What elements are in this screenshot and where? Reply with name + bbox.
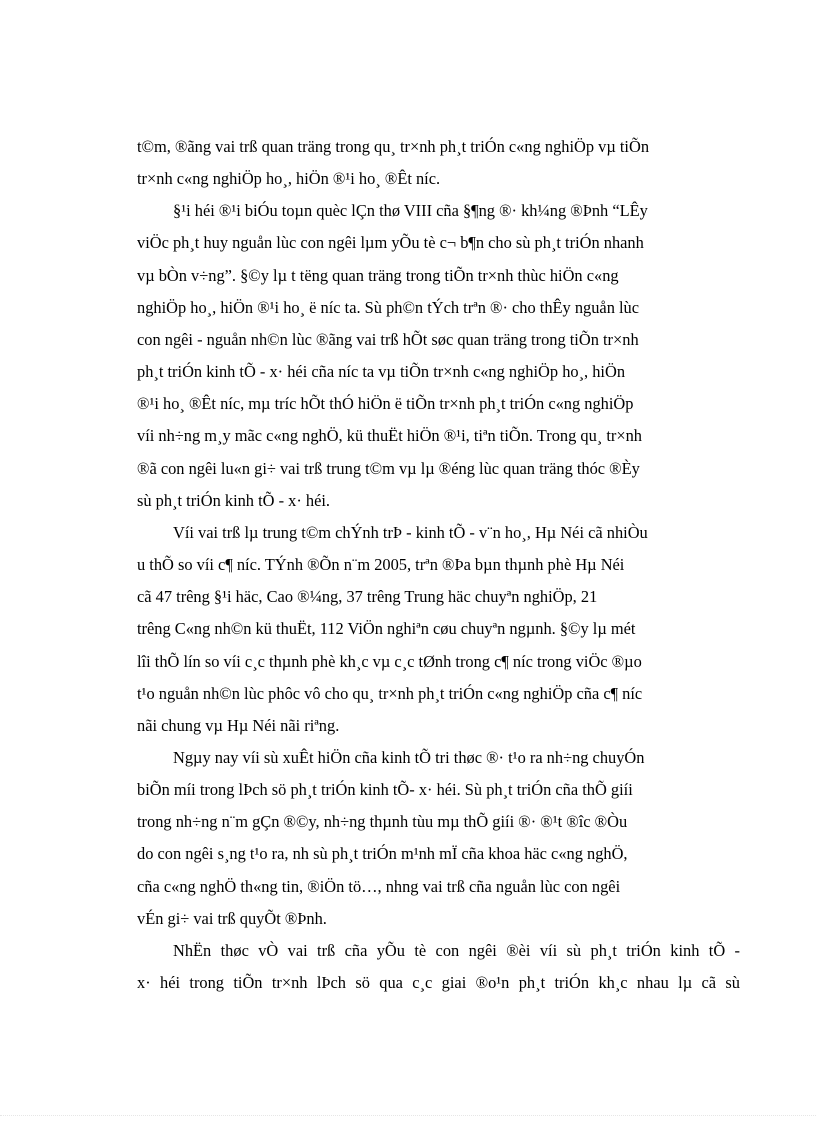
paragraph-5: [137, 935, 740, 999]
text-line: ®¹i ho¸ ®Êt níc, mµ tríc hÕt thÓ hiÖn ë tiÕn tr×nh ph¸t triÓn c«ng nghiÖp: [137, 394, 634, 414]
text-line: u thÕ so víi c¶ níc. TÝnh ®Õn n¨m 2005, trªn ®Þa bµn thµnh phè Hµ Néi: [137, 555, 625, 575]
text-line: Ngµy nay víi sù xuÊt hiÖn cña kinh tÕ tri thøc ®· t¹o ra nh÷ng chuyÓn: [173, 747, 645, 767]
text-line: cã 47 trêng §¹i häc, Cao ®¼ng, 37 trêng Trung häc chuyªn nghiÖp, 21: [137, 587, 598, 607]
paragraph-3: [137, 517, 740, 742]
text-line: lîi thÕ lín so víi c¸c thµnh phè kh¸c vµ c¸c tØnh trong c¶ níc trong viÖc ®µo: [137, 651, 642, 671]
text-line: cña c«ng nghÖ th«ng tin, ®iÖn tö…, nhng vai trß cña nguån lùc con ngêi: [137, 876, 621, 896]
document-body: [137, 131, 740, 999]
text-line: t¹o nguån nh©n lùc phôc vô cho qu¸ tr×nh ph¸t triÓn c«ng nghiÖp cña c¶ níc: [137, 683, 643, 703]
text-line: ph¸t triÓn kinh tÕ - x· héi cña níc ta vµ tiÕn tr×nh c«ng nghiÖp ho¸, hiÖn: [137, 362, 626, 382]
text-line: viÖc ph¸t huy nguån lùc con ngêi lµm yÕu tè c¬ b¶n cho sù ph¸t triÓn nhanh: [137, 233, 644, 253]
page-bottom-divider: [0, 1115, 816, 1116]
text-line: biÕn míi trong lÞch sö ph¸t triÓn kinh tÕ- x· héi. Sù ph¸t triÓn cña thÕ giíi: [137, 780, 633, 800]
text-line: vÉn gi÷ vai trß quyÕt ®Þnh.: [137, 908, 327, 928]
text-line: t©m, ®ãng vai trß quan träng trong qu¸ tr×nh ph¸t triÓn c«ng nghiÖp vµ tiÕn: [137, 137, 650, 156]
paragraph-2: [137, 195, 740, 517]
text-line: vµ bÒn v÷ng”. §©y lµ t tëng quan träng trong tiÕn tr×nh thùc hiÖn c«ng: [137, 265, 619, 285]
text-line: NhËn thøc vÒ vai trß cña yÕu tè con ngêi ®èi víi sù ph¸t triÓn kinh tÕ -: [173, 940, 740, 960]
text-line: trong nh÷ng n¨m gÇn ®©y, nh÷ng thµnh tùu mµ thÕ giíi ®· ®¹t ®îc ®Òu: [137, 812, 628, 832]
text-line: §¹i héi ®¹i biÓu toµn quèc lÇn thø VIII cña §¶ng ®· kh¼ng ®Þnh “LÊy: [173, 201, 648, 221]
paragraph-4: [137, 742, 740, 935]
text-line: do con ngêi s¸ng t¹o ra, nh sù ph¸t triÓn m¹nh mÏ cña khoa häc c«ng nghÖ,: [137, 844, 628, 864]
text-line: x· héi trong tiÕn tr×nh lÞch sö qua c¸c giai ®o¹n ph¸t triÓn kh¸c nhau lµ cã sù: [137, 973, 740, 993]
text-line: sù ph¸t triÓn kinh tÕ - x· héi.: [137, 490, 331, 510]
text-line: tr×nh c«ng nghiÖp ho¸, hiÖn ®¹i ho¸ ®Êt níc.: [137, 169, 441, 189]
text-line: nghiÖp ho¸, hiÖn ®¹i ho¸ ë níc ta. Sù ph©n tÝch trªn ®· cho thÊy nguån lùc: [137, 297, 640, 317]
text-line: Víi vai trß lµ trung t©m chÝnh trÞ - kinh tÕ - v¨n ho¸, Hµ Néi cã nhiÒu: [173, 522, 648, 542]
text-line: ®ã con ngêi lu«n gi÷ vai trß trung t©m vµ lµ ®éng lùc quan träng thóc ®Èy: [137, 458, 640, 478]
text-line: víi nh÷ng m¸y mãc c«ng nghÖ, kü thuËt hiÖn ®¹i, tiªn tiÕn. Trong qu¸ tr×nh: [137, 426, 642, 446]
text-line: con ngêi - nguån nh©n lùc ®ãng vai trß hÕt søc quan träng trong tiÕn tr×nh: [137, 329, 639, 349]
text-line: nãi chung vµ Hµ Néi nãi riªng.: [137, 715, 340, 735]
paragraph-1: [137, 131, 740, 195]
text-line: trêng C«ng nh©n kü thuËt, 112 ViÖn nghiªn cøu chuyªn ngµnh. §©y lµ mét: [137, 619, 636, 639]
